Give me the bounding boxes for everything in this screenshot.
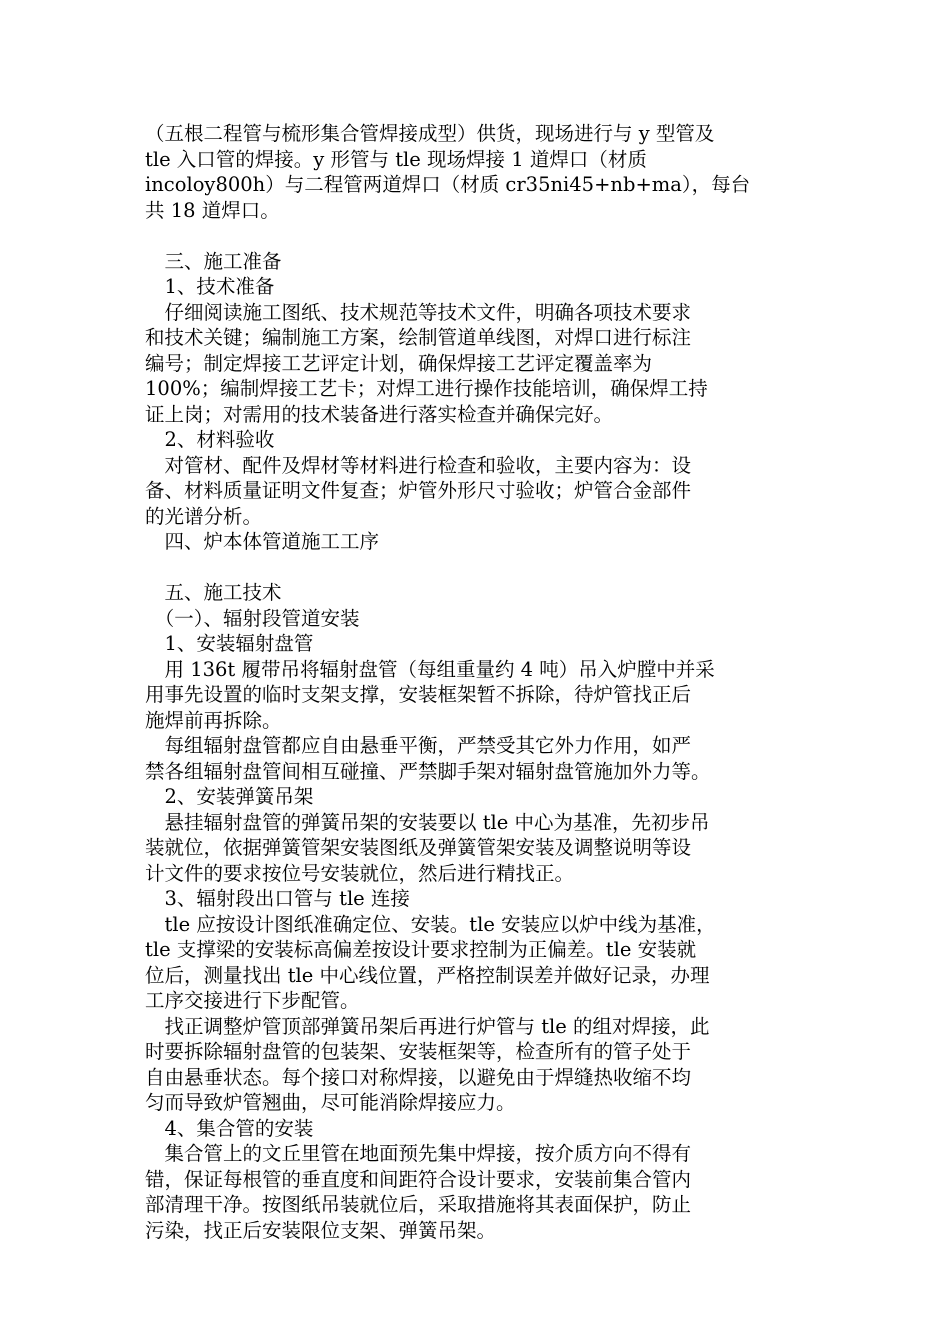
text-line: 位后，测量找出 tle 中心线位置，严格控制误差并做好记录，办理: [145, 963, 710, 987]
text-line: tle 支撑梁的安装标高偏差按设计要求控制为正偏差。tle 安装就: [145, 938, 697, 961]
subsection-heading: 4、集合管的安装: [145, 1116, 314, 1140]
text-line: 悬挂辐射盘管的弹簧吊架的安装要以 tle 中心为基准，先初步吊: [145, 810, 710, 834]
section-heading: 四、炉本体管道施工工序: [145, 530, 380, 553]
text-line: 100%；编制焊接工艺卡；对焊工进行操作技能培训，确保焊工持: [145, 377, 708, 400]
text-line: 编号；制定焊接工艺评定计划，确保焊接工艺评定覆盖率为: [145, 351, 653, 375]
document-body: [145, 121, 805, 1243]
text-line: 仔细阅读施工图纸、技术规范等技术文件，明确各项技术要求: [145, 300, 692, 324]
text-line: 用 136t 履带吊将辐射盘管（每组重量约 4 吨）吊入炉膛中并采: [145, 657, 715, 681]
subsection-heading: 1、技术准备: [145, 275, 275, 298]
subsection-heading: 2、材料验收: [145, 428, 275, 451]
text-line: 每组辐射盘管都应自由悬垂平衡，严禁受其它外力作用，如严: [145, 734, 692, 757]
text-line: 对管材、配件及焊材等材料进行检查和验收，主要内容为：设: [145, 453, 692, 477]
text-line: 时要拆除辐射盘管的包装架、安装框架等，检查所有的管子处于: [145, 1040, 692, 1063]
text-line: 自由悬垂状态。每个接口对称焊接，以避免由于焊缝热收缩不均: [145, 1065, 692, 1089]
text-line: 计文件的要求按位号安装就位，然后进行精找正。: [145, 861, 575, 885]
text-line: 共 18 道焊口。: [145, 198, 280, 222]
subsection-heading: （一）、辐射段管道安装: [145, 606, 360, 630]
text-line: 施焊前再拆除。: [145, 708, 282, 732]
text-line: 集合管上的文丘里管在地面预先集中焊接，按介质方向不得有: [145, 1142, 692, 1165]
subsection-heading: 3、辐射段出口管与 tle 连接: [145, 887, 410, 910]
subsection-heading: 2、安装弹簧吊架: [145, 785, 314, 808]
text-line: 用事先设置的临时支架支撑，安装框架暂不拆除，待炉管找正后: [145, 683, 692, 706]
text-line: 找正调整炉管顶部弹簧吊架后再进行炉管与 tle 的组对焊接，此: [145, 1014, 710, 1038]
text-line: 的光谱分析。: [145, 504, 263, 528]
text-line: 部清理干净。按图纸吊装就位后，采取措施将其表面保护，防止: [145, 1193, 692, 1216]
section-heading: 五、施工技术: [145, 581, 282, 604]
text-line: tle 入口管的焊接。y 形管与 tle 现场焊接 1 道焊口（材质: [145, 147, 647, 171]
text-line: 备、材料质量证明文件复查；炉管外形尺寸验收；炉管合金部件: [145, 479, 692, 502]
text-line: 错，保证每根管的垂直度和间距符合设计要求，安装前集合管内: [145, 1167, 692, 1191]
text-line: incoloy800h）与二程管两道焊口（材质 cr35ni45+nb+ma），每台: [145, 173, 751, 196]
text-line: tle 应按设计图纸准确定位、安装。tle 安装应以炉中线为基准，: [145, 912, 716, 936]
text-line: （五根二程管与梳形集合管焊接成型）供货，现场进行与 y 型管及: [145, 122, 715, 145]
text-line: 证上岗；对需用的技术装备进行落实检查并确保完好。: [145, 402, 614, 426]
text-line: 装就位，依据弹簧管架安装图纸及弹簧管架安装及调整说明等设: [145, 836, 692, 859]
text-line: 禁各组辐射盘管间相互碰撞、严禁脚手架对辐射盘管施加外力等。: [145, 759, 711, 783]
text-line: 污染，找正后安装限位支架、弹簧吊架。: [145, 1218, 497, 1242]
text-line: 工序交接进行下步配管。: [145, 989, 360, 1012]
subsection-heading: 1、安装辐射盘管: [145, 632, 314, 655]
section-heading: 三、施工准备: [145, 249, 282, 273]
blank-line: [145, 223, 805, 249]
text-line: 和技术关键；编制施工方案，绘制管道单线图，对焊口进行标注: [145, 326, 692, 349]
text-line: 匀而导致炉管翘曲，尽可能消除焊接应力。: [145, 1091, 516, 1114]
blank-line: [145, 555, 805, 581]
